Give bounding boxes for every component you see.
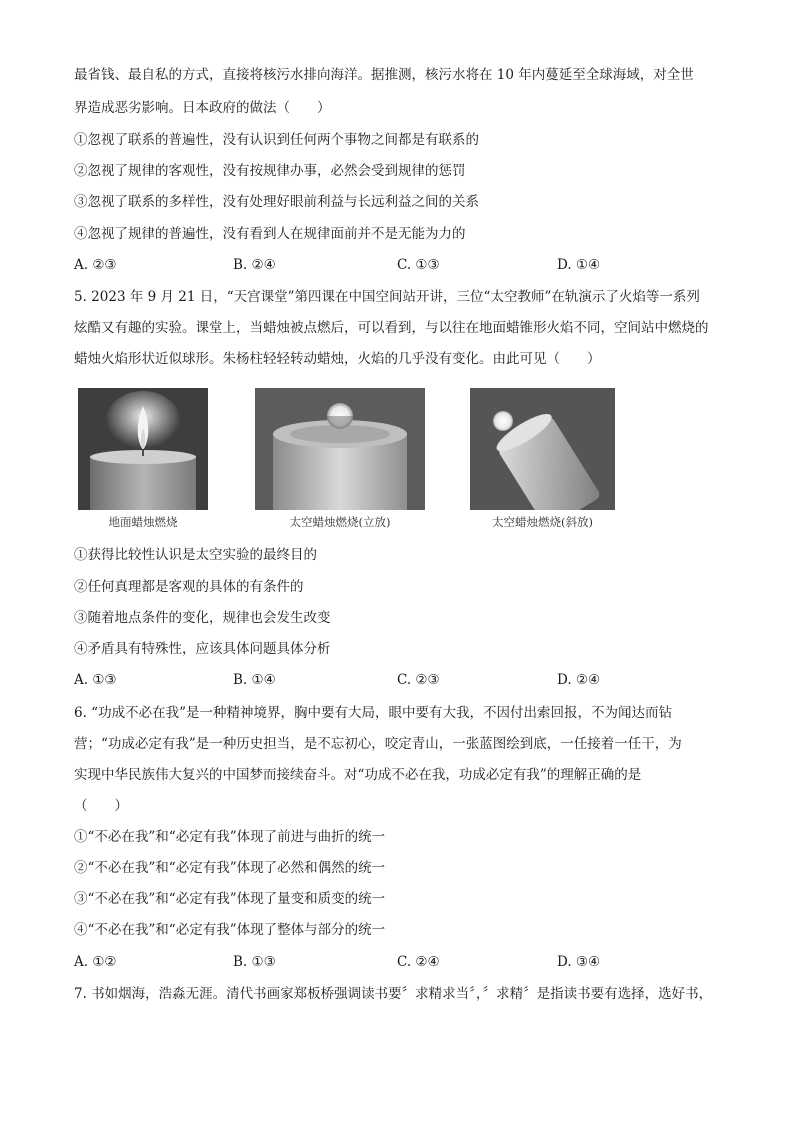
- q4-statement: ②忽视了规律的客观性，没有按规律办事，必然会受到规律的惩罚: [74, 163, 466, 179]
- q5-stem-line: 蜡烛火焰形状近似球形。朱杨柱轻轻转动蜡烛，火焰的几乎没有变化。由此可见（ ）: [74, 351, 601, 367]
- q6-option-d[interactable]: D. ③④: [557, 954, 601, 970]
- q6-statement: ③“不必在我”和“必定有我”体现了量变和质变的统一: [74, 891, 386, 907]
- q5-statement: ②任何真理都是客观的具体的有条件的: [74, 579, 304, 595]
- ground-candle-photo: [78, 388, 208, 510]
- q5-statement: ①获得比较性认识是太空实验的最终目的: [74, 547, 317, 563]
- space-candle-upright-caption: 太空蜡烛燃烧(立放): [289, 515, 391, 529]
- q6-option-a[interactable]: A. ①②: [74, 954, 117, 970]
- q4-option-d[interactable]: D. ①④: [557, 257, 601, 273]
- q4-option-a[interactable]: A. ②③: [74, 257, 117, 273]
- q5-option-c[interactable]: C. ②③: [397, 672, 440, 688]
- q4-stem-line: 最省钱、最自私的方式，直接将核污水排向海洋。据推测，核污水将在 10 年内蔓延至全球海域，对全世: [74, 67, 694, 83]
- q6-stem-line: 实现中华民族伟大复兴的中国梦而接续奋斗。对“功成不必在我，功成必定有我”的理解正确的是: [74, 767, 642, 783]
- q6-stem-line: （ ）: [74, 798, 128, 814]
- q5-statement: ④矛盾具有特殊性，应该具体问题具体分析: [74, 641, 331, 657]
- q6-option-b[interactable]: B. ①③: [233, 954, 276, 970]
- q5-option-d[interactable]: D. ②④: [557, 672, 601, 688]
- q5-stem-line: 炫酷又有趣的实验。课堂上，当蜡烛被点燃后，可以看到，与以往在地面蜡锥形火焰不同，空间站中燃烧的: [74, 320, 709, 336]
- space-candle-tilted-photo: [470, 388, 615, 510]
- space-candle-upright-photo: [255, 388, 425, 510]
- q5-stem-line: 5. 2023 年 9 月 21 日，“天宫课堂”第四课在中国空间站开讲，三位“太空教师”在轨演示了火焰等一系列: [74, 289, 700, 305]
- q4-statement: ③忽视了联系的多样性，没有处理好眼前利益与长远利益之间的关系: [74, 194, 479, 210]
- space-candle-tilted-caption: 太空蜡烛燃烧(斜放): [492, 515, 593, 529]
- q6-statement: ②“不必在我”和“必定有我”体现了必然和偶然的统一: [74, 860, 386, 876]
- q5-statement: ③随着地点条件的变化，规律也会发生改变: [74, 610, 331, 626]
- q4-statement: ①忽视了联系的普遍性，没有认识到任何两个事物之间都是有联系的: [74, 132, 479, 148]
- q4-statement: ④忽视了规律的普遍性，没有看到人在规律面前并不是无能为力的: [74, 226, 466, 242]
- q5-option-a[interactable]: A. ①③: [74, 672, 117, 688]
- q6-statement: ①“不必在我”和“必定有我”体现了前进与曲折的统一: [74, 829, 386, 845]
- q6-option-c[interactable]: C. ②④: [397, 954, 440, 970]
- q4-option-b[interactable]: B. ②④: [233, 257, 276, 273]
- q6-stem-line: 营；“功成必定有我”是一种历史担当，是不忘初心，咬定青山，一张蓝图绘到底，一任接着一任干，为: [74, 736, 682, 752]
- q4-option-c[interactable]: C. ①③: [397, 257, 440, 273]
- q4-stem-line: 界造成恶劣影响。日本政府的做法（ ）: [74, 100, 331, 116]
- q6-stem-line: 6. “功成不必在我”是一种精神境界，胸中要有大局，眼中要有大我，不因付出索回报，不为闻达而钻: [74, 705, 672, 721]
- q5-option-b[interactable]: B. ①④: [233, 672, 276, 688]
- q6-statement: ④“不必在我”和“必定有我”体现了整体与部分的统一: [74, 922, 386, 938]
- ground-candle-caption: 地面蜡烛燃烧: [108, 515, 178, 529]
- q7-stem-line: 7. 书如烟海，浩淼无涯。清代书画家郑板桥强调读书要〞求精求当〞，〞求精〞是指读书要有选择，选好书，: [74, 986, 713, 1002]
